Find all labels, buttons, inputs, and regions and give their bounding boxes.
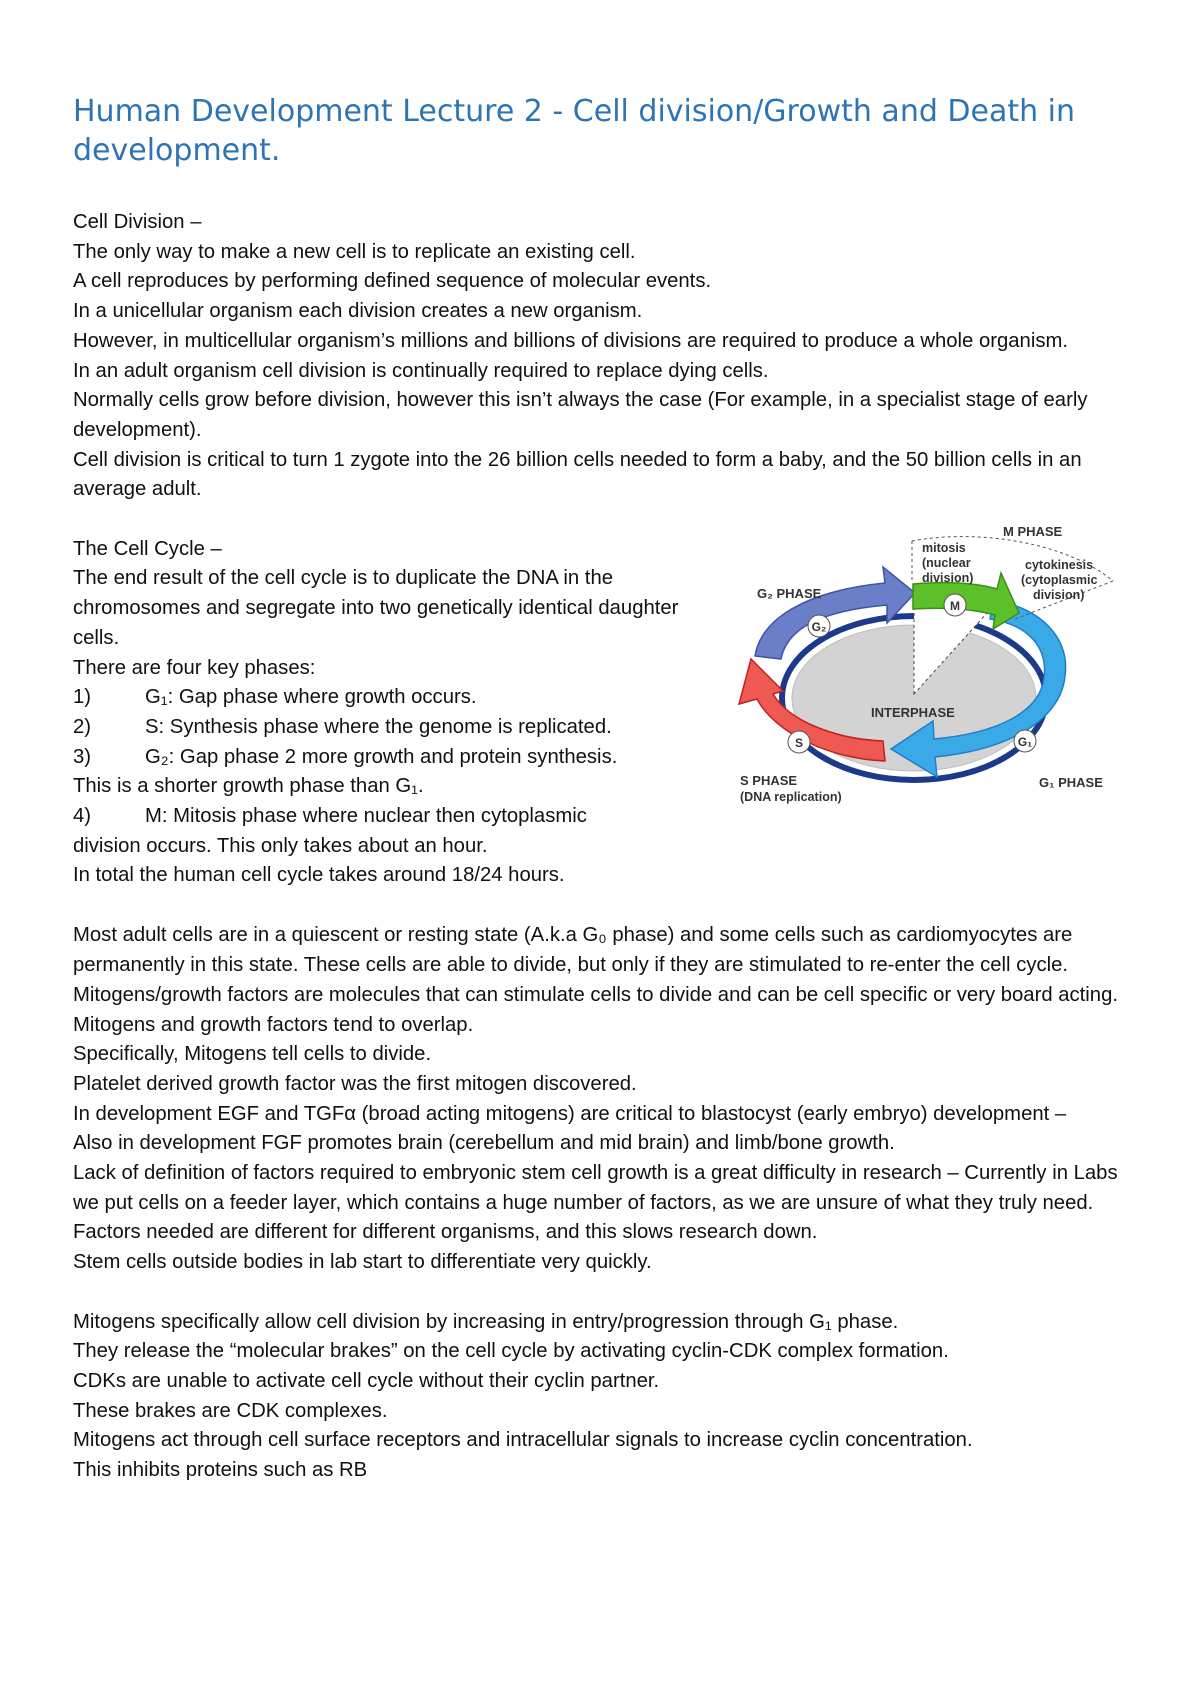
text-line: Platelet derived growth factor was the first mitogen discovered. (73, 1072, 637, 1095)
text-line: Also in development FGF promotes brain (cerebellum and mid brain) and limb/bone growth. (73, 1132, 895, 1155)
text-line: In development EGF and TGFα (broad acting mitogens) are critical to blastocyst (early embryo) development – (73, 1102, 1067, 1125)
m-phase-label: M PHASE (1003, 523, 1063, 539)
text-line: In total the human cell cycle takes around 18/24 hours. (73, 864, 565, 887)
text-line: Specifically, Mitogens tell cells to divide. (73, 1043, 432, 1066)
cytokinesis-label: (cytoplasmic (1021, 572, 1098, 587)
g2-badge-label: G₂ (811, 619, 827, 634)
g2-phase-label: G₂ PHASE (757, 585, 822, 601)
list-item: 4) M: Mitosis phase where nuclear then cytoplasmic (73, 805, 587, 828)
text-line: The end result of the cell cycle is to duplicate the DNA in the chromosomes and segregate into two genetically identical daughter cells. (73, 567, 679, 649)
cell-division-section (73, 208, 1143, 505)
text-line: Lack of definition of factors required to embryonic stem cell growth is a great difficulty in research – Currently in Labs we put cells on a feeder layer, which contains a huge number of factors, as we are unsure of what they truly need. (73, 1162, 1118, 1214)
text-line: In an adult organism cell division is continually required to replace dying cells. (73, 359, 769, 382)
list-item: 2) S: Synthesis phase where the genome is replicated. (73, 715, 612, 738)
list-item: 3) G₂: Gap phase 2 more growth and protein synthesis. (73, 745, 618, 768)
text-line: Normally cells grow before division, however this isn’t always the case (For example, in a specialist stage of early development). (73, 389, 1088, 441)
cytokinesis-label: division) (1033, 587, 1085, 602)
text-line: This is a shorter growth phase than G₁. (73, 775, 424, 798)
text-line: Mitogens specifically allow cell division by increasing in entry/progression through G₁ phase. (73, 1310, 899, 1333)
text-line: These brakes are CDK complexes. (73, 1399, 388, 1422)
text-line: This inhibits proteins such as RB (73, 1459, 368, 1482)
quiescent-section (73, 921, 1143, 1277)
text-line: In a unicellular organism each division creates a new organism. (73, 300, 643, 323)
text-line: Stem cells outside bodies in lab start to differentiate very quickly. (73, 1251, 652, 1274)
text-line: However, in multicellular organism’s millions and billions of divisions are required to produce a whole organism. (73, 329, 1069, 352)
cell-cycle-section (73, 523, 1143, 892)
text-line: A cell reproduces by performing defined sequence of molecular events. (73, 270, 712, 293)
mitosis-label: division) (922, 570, 974, 585)
s-phase-label: (DNA replication) (740, 789, 842, 804)
text-line: Most adult cells are in a quiescent or resting state (A.k.a G₀ phase) and some cells such as cardiomyocytes are permanently in this state. These cells are able to divide, but only if they are stimulated to re-enter the cell cycle. (73, 924, 1073, 977)
text-line: CDKs are unable to activate cell cycle without their cyclin partner. (73, 1369, 660, 1392)
section-heading: Cell Division – (73, 211, 202, 233)
list-item: 1) G₁: Gap phase where growth occurs. (73, 686, 477, 709)
g1-badge-label: G₁ (1017, 734, 1033, 749)
text-line: Mitogens/growth factors are molecules that can stimulate cells to divide and can be cell specific or very board acting. Mitogens and growth factors tend to overlap. (73, 983, 1118, 1036)
page-title: Human Development Lecture 2 - Cell division/Growth and Death in development. (73, 94, 1076, 168)
text-line: Mitogens act through cell surface receptors and intracellular signals to increase cyclin concentration. (73, 1429, 973, 1452)
cytokinesis-label: cytokinesis (1025, 557, 1094, 572)
text-line: The only way to make a new cell is to replicate an existing cell. (73, 240, 636, 263)
g1-phase-label: G₁ PHASE (1039, 774, 1103, 790)
text-line: There are four key phases: (73, 656, 316, 679)
text-line: Cell division is critical to turn 1 zygote into the 26 billion cells needed to form a baby, and the 50 billion cells in an average adult. (73, 448, 1082, 501)
section-heading: The Cell Cycle – (73, 537, 222, 560)
s-badge-label: S (794, 735, 804, 750)
s-phase-label: S PHASE (740, 772, 798, 788)
mitosis-label: (nuclear (922, 555, 971, 570)
document-page (73, 92, 1143, 1486)
text-line: Factors needed are different for different organisms, and this slows research down. (73, 1221, 818, 1244)
text-line: They release the “molecular brakes” on the cell cycle by activating cyclin-CDK complex formation. (73, 1340, 949, 1363)
m-badge-label: M (950, 598, 960, 613)
mitogens-section (73, 1308, 1143, 1486)
mitosis-label: mitosis (922, 540, 966, 555)
cell-cycle-diagram (715, 521, 1155, 831)
interphase-label: INTERPHASE (871, 704, 955, 720)
text-line: division occurs. This only takes about an hour. (73, 834, 488, 857)
